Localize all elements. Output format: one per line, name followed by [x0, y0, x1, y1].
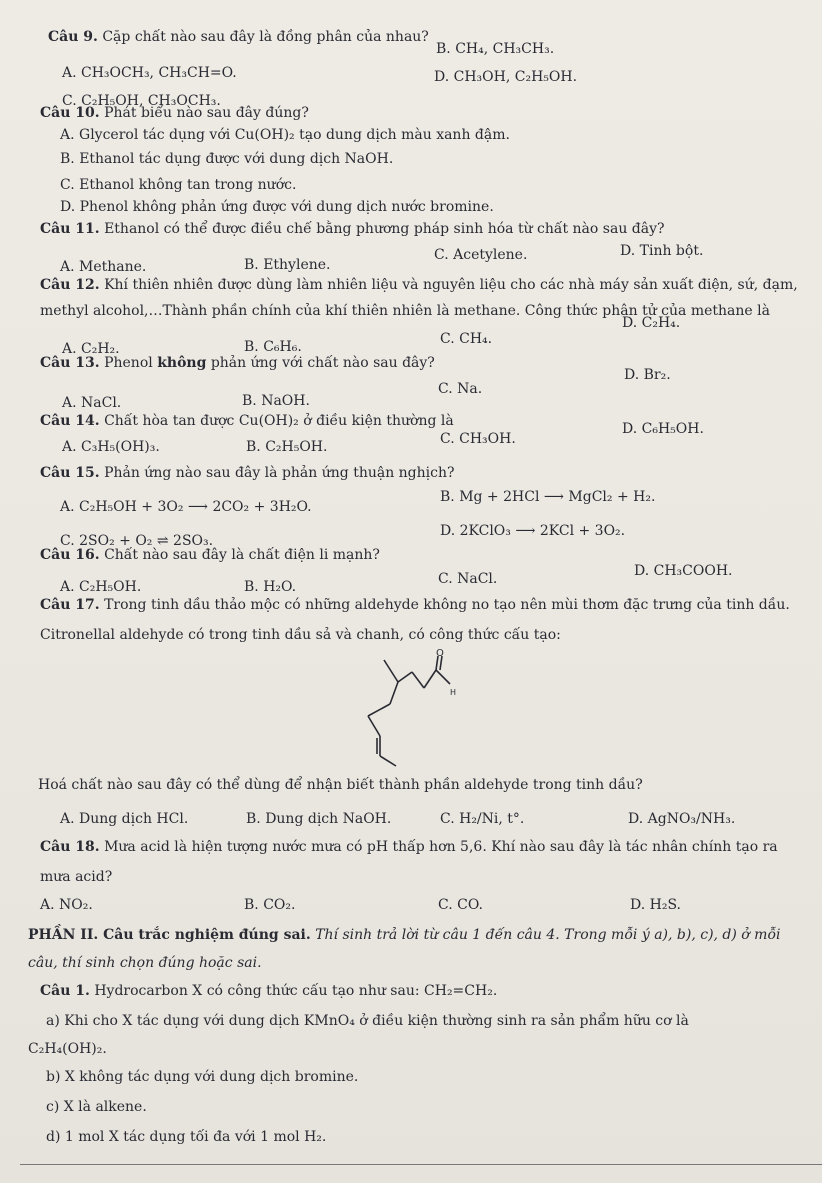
- q15-option-b: B. Mg + 2HCl ⟶ MgCl₂ + H₂.: [440, 489, 656, 505]
- q15-text: Phản ứng nào sau đây là phản ứng thuận nghịch?: [104, 465, 455, 481]
- p2q1-a-line2: C₂H₄(OH)₂.: [28, 1041, 107, 1057]
- q17-text3: Hoá chất nào sau đây có thể dùng để nhận biết thành phần aldehyde trong tinh dầu?: [38, 777, 643, 793]
- q14-text: Chất hòa tan được Cu(OH)₂ ở điều kiện thường là: [104, 413, 454, 429]
- q13-option-d: D. Br₂.: [624, 367, 671, 383]
- p2q1-text: Hydrocarbon X có công thức cấu tạo như sau: CH₂=CH₂.: [94, 983, 498, 999]
- q13-stem: [40, 354, 435, 372]
- q18-option-b: B. CO₂.: [244, 897, 296, 913]
- q17-label: Câu 17.: [40, 597, 100, 613]
- q12-option-a: A. C₂H₂.: [62, 341, 120, 357]
- q12-text1: Khí thiên nhiên được dùng làm nhiên liệu và nguyên liệu cho các nhà máy sản xuất điện, sứ, đạm,: [104, 277, 798, 293]
- p2q1-b: b) X không tác dụng với dung dịch bromine.: [46, 1069, 359, 1085]
- q13-option-a: A. NaCl.: [62, 395, 122, 411]
- q14-option-b: B. C₂H₅OH.: [246, 439, 328, 455]
- q10-option-b: B. Ethanol tác dụng được với dung dịch NaOH.: [60, 151, 394, 167]
- q18-option-a: A. NO₂.: [40, 897, 93, 913]
- part2-heading: [28, 926, 781, 944]
- q15-option-c: C. 2SO₂ + O₂ ⇌ 2SO₃.: [60, 533, 214, 549]
- q14-stem: [40, 412, 454, 430]
- q17-stem-line1: [40, 596, 790, 614]
- q10-option-d: D. Phenol không phản ứng được với dung dịch nước bromine.: [60, 199, 494, 215]
- q15-option-a: A. C₂H₅OH + 3O₂ ⟶ 2CO₂ + 3H₂O.: [60, 499, 312, 515]
- q14-label: Câu 14.: [40, 413, 100, 429]
- q11-option-d: D. Tinh bột.: [620, 243, 704, 259]
- q17-option-a: A. Dung dịch HCl.: [60, 811, 189, 827]
- q10-stem: [40, 104, 309, 122]
- q10-text: Phát biểu nào sau đây đúng?: [104, 105, 309, 121]
- q11-stem: [40, 220, 665, 238]
- citronellal-structure: [346, 648, 466, 768]
- q12-text2: methyl alcohol,…Thành phần chính của khí thiên nhiên là methane. Công thức phân tử của methane là: [40, 303, 770, 319]
- q9-stem: [48, 28, 429, 46]
- q18-stem-line1: [40, 838, 778, 856]
- q10-label: Câu 10.: [40, 105, 100, 121]
- part2-instr2: câu, thí sinh chọn đúng hoặc sai.: [28, 955, 262, 971]
- q11-option-b: B. Ethylene.: [244, 257, 331, 273]
- q16-option-c: C. NaCl.: [438, 571, 498, 587]
- q16-option-a: A. C₂H₅OH.: [60, 579, 142, 595]
- q16-stem: [40, 546, 380, 564]
- q9-option-c: C. C₂H₅OH, CH₃OCH₃.: [62, 93, 221, 109]
- part2-title: PHẦN II. Câu trắc nghiệm đúng sai.: [28, 927, 311, 943]
- p2q1-a-line1: a) Khi cho X tác dụng với dung dịch KMnO₄ ở điều kiện thường sinh ra sản phẩm hữu cơ là: [46, 1013, 689, 1029]
- q16-option-b: B. H₂O.: [244, 579, 297, 595]
- q17-text2: Citronellal aldehyde có trong tinh dầu sả và chanh, có công thức cấu tạo:: [40, 627, 561, 643]
- q13-text-post: phản ứng với chất nào sau đây?: [206, 355, 435, 371]
- q14-option-d: D. C₆H₅OH.: [622, 421, 704, 437]
- q11-label: Câu 11.: [40, 221, 100, 237]
- q9-text: Cặp chất nào sau đây là đồng phân của nhau?: [102, 29, 429, 45]
- q18-text1: Mưa acid là hiện tượng nước mưa có pH thấp hơn 5,6. Khí nào sau đây là tác nhân chính tạo ra: [104, 839, 778, 855]
- bottom-rule: [20, 1164, 822, 1165]
- q14-option-a: A. C₃H₅(OH)₃.: [62, 439, 160, 455]
- q10-option-a: A. Glycerol tác dụng với Cu(OH)₂ tạo dung dịch màu xanh đậm.: [60, 127, 510, 143]
- q9-option-b: B. CH₄, CH₃CH₃.: [436, 41, 555, 57]
- q11-option-c: C. Acetylene.: [434, 247, 528, 263]
- q12-stem-line1: [40, 276, 798, 294]
- q9-option-d: D. CH₃OH, C₂H₅OH.: [434, 69, 578, 85]
- q13-text-bold: không: [157, 355, 207, 371]
- q16-label: Câu 16.: [40, 547, 100, 563]
- q9-option-a: A. CH₃OCH₃, CH₃CH=O.: [62, 65, 237, 81]
- q11-text: Ethanol có thể được điều chế bằng phương pháp sinh hóa từ chất nào sau đây?: [104, 221, 665, 237]
- q13-option-c: C. Na.: [438, 381, 483, 397]
- q16-option-d: D. CH₃COOH.: [634, 563, 733, 579]
- q13-label: Câu 13.: [40, 355, 100, 371]
- q9-label: Câu 9.: [48, 29, 98, 45]
- q17-option-d: D. AgNO₃/NH₃.: [628, 811, 736, 827]
- q15-stem: [40, 464, 455, 482]
- q11-option-a: A. Methane.: [60, 259, 147, 275]
- q15-option-d: D. 2KClO₃ ⟶ 2KCl + 3O₂.: [440, 523, 626, 539]
- p2q1-d: d) 1 mol X tác dụng tối đa với 1 mol H₂.: [46, 1129, 327, 1145]
- q15-label: Câu 15.: [40, 465, 100, 481]
- q12-option-d: D. C₂H₄.: [622, 315, 681, 331]
- q18-option-c: C. CO.: [438, 897, 483, 913]
- q18-text2: mưa acid?: [40, 869, 113, 885]
- struct-h-label: H: [450, 688, 457, 697]
- q17-text1: Trong tinh dầu thảo mộc có những aldehyde không no tạo nên mùi thơm đặc trưng của tinh dầu.: [104, 597, 790, 613]
- q18-label: Câu 18.: [40, 839, 100, 855]
- q10-option-c: C. Ethanol không tan trong nước.: [60, 177, 297, 193]
- p2q1-c: c) X là alkene.: [46, 1099, 147, 1115]
- q12-option-c: C. CH₄.: [440, 331, 493, 347]
- p2q1-stem: [40, 982, 497, 1000]
- q13-text-pre: Phenol: [104, 355, 158, 371]
- q16-text: Chất nào sau đây là chất điện li mạnh?: [104, 547, 380, 563]
- q14-option-c: C. CH₃OH.: [440, 431, 516, 447]
- q18-option-d: D. H₂S.: [630, 897, 681, 913]
- struct-o-label: O: [436, 648, 444, 659]
- p2q1-label: Câu 1.: [40, 983, 90, 999]
- q13-option-b: B. NaOH.: [242, 393, 310, 409]
- q12-option-b: B. C₆H₆.: [244, 339, 302, 355]
- q17-option-b: B. Dung dịch NaOH.: [246, 811, 392, 827]
- part2-instr1: Thí sinh trả lời từ câu 1 đến câu 4. Trong mỗi ý a), b), c), d) ở mỗi: [315, 927, 781, 943]
- q12-label: Câu 12.: [40, 277, 100, 293]
- q17-option-c: C. H₂/Ni, t°.: [440, 811, 525, 827]
